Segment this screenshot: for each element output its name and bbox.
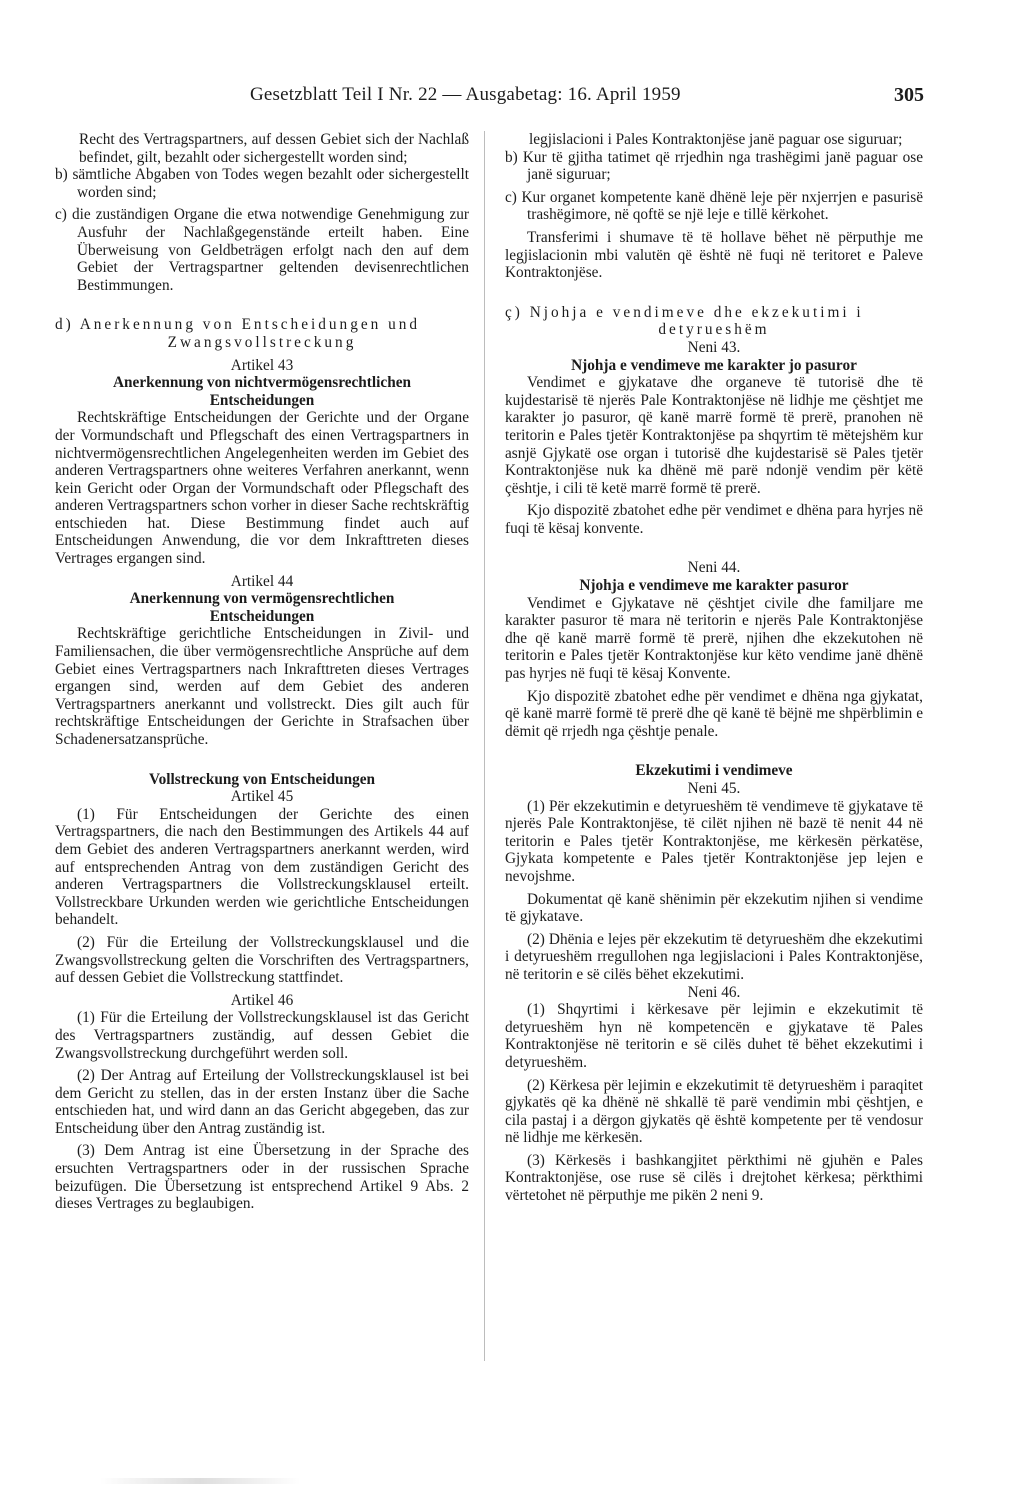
article-43-title: Anerkennung von nichtvermögensrechtlichen Entscheidungen: [112, 374, 411, 409]
article-45-paragraph-1: (1) Für Entscheidungen der Gerichte des einen Vertragspartners, die nach den Bestimmungen des Artikels 44 auf dem Gebiet des anderen Vertragspartners anerkannt werden, wird auf entsprechenden Antrag von dem zuständigen Gericht des anderen Vertragspartners die Vollstreckungsklausel erteilt. Vollstreckbare Urkunden werden wie gerichtliche Entscheidungen behandelt.: [55, 805, 469, 929]
neni-44-title: Njohja e vendimeve me karakter pasuror: [579, 577, 849, 595]
continuation-paragraph: Recht des Vertragspartners, auf dessen Gebiet sich der Nachlaß befindet, gilt, bezahlt oder sichergestellt worden sind;: [79, 131, 469, 166]
article-44-label: Artikel 44: [230, 572, 294, 590]
neni-46-paragraph-3: (3) Kërkesës i bashkangjitet përkthimi në gjuhën e Pales Kontraktonjëse, ose ruse së cilës i drejtohet kërkesa; përkthimi vërtetohet në përputhje me pikën 2 neni 9.: [505, 1151, 923, 1205]
section-d-heading: d) Anerkennung von Entscheidungen und: [55, 316, 421, 334]
neni-43-paragraph-1: Vendimet e gjykatave dhe organeve të tutorisë dhe të kujdestarisë të njerës Pale Kontraktonjëse në lidhje me çështjet me karakter jo pasuror, që kanë marrë formë të prerë, pranohen në teritorin e Pales tjetër Kontraktonjëse pa shqyrtim të mëtejshëm kur asnjë Gjykatë ose organ i tutorisë dhe kujdestarisë së Pales tjetër Kontraktonjëse nuk ka dhënë më parë ndonjë vendim për këtë çështje, i cili të ketë marrë formë të prerë.: [505, 374, 923, 497]
neni-44-label: Neni 44.: [687, 559, 741, 577]
article-43-text: Rechtskräftige Entscheidungen der Gerichte und der Organe der Vormundschaft und Pflegschaft des einen Vertragspartners in nichtvermögensrechtlichen Angelegenheiten werden im Gebiet des anderen Vertragspartners ohne weiteres Verfahren anerkannt, wenn kein Gericht oder Organ der Vormundschaft oder Pflegschaft des anderen Vertragspartners schon vorher in dieser Sache rechtskräftig entschieden hat. Diese Bestimmung findet auch auf Entscheidungen Anwendung, die vor dem Inkrafttreten dieses Vertrages ergangen sind.: [55, 409, 469, 568]
neni-46-paragraph-2: (2) Kërkesa për lejimin e ekzekutimit të detyrueshëm i paraqitet gjykatës që ka dhënë në shkallë të parë vendimin mbi çështjen, e cila pastaj i a dërgon gjykatës që është kompetente per të vendosur në lidhje me kërkesën.: [505, 1076, 923, 1147]
neni-43-title: Njohja e vendimeve me karakter jo pasuror: [571, 356, 857, 374]
article-45-paragraph-2: (2) Für die Erteilung der Vollstreckungsklausel und die Zwangsvollstreckung gelten die Vorschriften des Vertragspartners, auf dessen Gebiet die Vollstreckung stattfindet.: [55, 933, 469, 987]
right-column-albanian: [505, 131, 923, 1205]
column-divider: [484, 131, 485, 1361]
left-column-german: [55, 131, 469, 1213]
neni-45-label: Neni 45.: [687, 780, 741, 797]
neni-46-paragraph-1: (1) Shqyrtimi i kërkesave për lejimin e ekzekutimit të detyrueshëm hyn në kompetencën e gjykatave të Pales Kontraktonjëse në teritorin e së cilës duhet të bëhet ekzekutimi i detyrueshëm.: [505, 1001, 923, 1071]
article-46-label: Artikel 46: [230, 991, 294, 1009]
article-44-text: Rechtskräftige gerichtliche Entscheidungen in Zivil- und Familiensachen, die über vermögensrechtliche Ansprüche auf dem Gebiet eines Vertragspartners nach Inkrafttreten dieses Vertrages ergangen sind, werden auf dem Gebiet des anderen Vertragspartners anerkannt und vollstreckt. Dies gilt auch für rechtskräftige Entscheidungen der Gerichte in Strafsachen über Schadenersatzansprüche.: [55, 625, 469, 748]
continuation-paragraph: legjislacioni i Pales Kontraktonjëse janë paguar ose siguruar;: [529, 131, 903, 148]
section-c-heading: ç) Njohja e vendimeve dhe ekzekutimi i: [505, 303, 864, 321]
article-44-title: Anerkennung von vermögensrechtlichen Entscheidungen: [129, 590, 395, 625]
article-45-label: Artikel 45: [230, 788, 294, 806]
neni-45-paragraph-2: Dokumentat që kanë shënimin për ekzekutim njihen si vendime të gjykatave.: [505, 890, 923, 926]
neni-45-paragraph-1: (1) Për ekzekutimin e detyrueshëm të vendimeve të gjykatave të njerës Pale Kontraktonjëse, të cilët njihen në bazë të nenit 44 në teritorin e Pales tjetër Kontraktonjëse, me kërkesën përkatëse, Gjykata kompetente e Pales tjetër Kontraktonjëse jep lejen e nevojshme.: [505, 797, 923, 885]
neni-45-paragraph-3: (2) Dhënia e lejes për ekzekutim të detyrueshëm dhe ekzekutimi i detyrueshëm rregullohen nga legjislacioni i Pales Kontraktonjëse, në teritorin e së cilës bëhet ekzekutimi.: [505, 930, 923, 983]
article-46-paragraph-1: (1) Für die Erteilung der Vollstreckungsklausel ist das Gericht des Vertragspartners zuständig, auf dessen Gebiet die Zwangsvollstreckung durchgeführt werden soll.: [55, 1009, 469, 1062]
header-title: Gesetzblatt Teil I Nr. 22 — Ausgabetag: 16. April 1959: [250, 84, 681, 105]
page-number: 305: [894, 84, 924, 106]
list-item-b: b) Kur të gjitha tatimet që rrjedhin nga trashëgimi janë paguar ose janë siguruar;: [505, 148, 923, 184]
transfer-paragraph: Transferimi i shumave të të hollave bëhet në përputhje me legjislacionin mbi valutën që është në fuqi në teritoret e Paleve Kontraktonjëse.: [505, 228, 923, 282]
list-item-c: c) Kur organet kompetente kanë dhënë leje për nxjerrjen e pasurisë trashëgimore, në qoftë se një leje e tillë kërkohet.: [505, 188, 923, 224]
ekzekutimi-heading: Ekzekutimi i vendimeve: [635, 762, 793, 780]
article-46-paragraph-2: (2) Der Antrag auf Erteilung der Vollstreckungsklausel ist bei dem Gericht zu stellen, das in der ersten Instanz über die Sache entschieden hat, und wird dann an das Gericht abgegeben, das zur Entscheidung über den Antrag zuständig ist.: [55, 1067, 469, 1137]
scan-smudge: [100, 1478, 300, 1484]
vollstreckung-heading: Vollstreckung von Entscheidungen: [148, 770, 376, 788]
neni-44-paragraph-2: Kjo dispozitë zbatohet edhe për vendimet e dhëna nga gjykatat, që kanë marrë formë të prerë dhe që kanë të bëjnë me shpërblimin e dëmit që rrjedh nga çështje penale.: [505, 687, 923, 740]
article-46-paragraph-3: (3) Dem Antrag ist eine Übersetzung in der Sprache des ersuchten Vertragspartners oder in der russischen Sprache beizufügen. Die Übersetzung ist entsprechend Artikel 9 Abs. 2 dieses Vertrages zu beglaubigen.: [55, 1142, 469, 1213]
neni-44-paragraph-1: Vendimet e Gjykatave në çështjet civile dhe familjare me karakter pasuror të mara në teritorin e njerës Pale Kontraktonjëse dhe që kanë marrë formë të prerë, njihen dhe ekzekutohen në teritorin e Pales tjetër Kontraktonjëse kur këto vendime janë dhënë pas hyrjes në fuqi të kësaj Konvente.: [505, 594, 923, 683]
section-c-heading-line2: detyrueshëm: [658, 321, 770, 339]
list-item-c: c) die zuständigen Organe die etwa notwendige Genehmigung zur Ausfuhr der Nachlaßgegenstände erteilt haben. Eine Überweisung von Geldbeträgen erfolgt nach den auf dem Gebiet der Vertragspartner geltenden devisenrechtlichen Bestimmungen.: [55, 206, 469, 294]
neni-43-paragraph-2: Kjo dispozitë zbatohet edhe për vendimet e dhëna para hyrjes në fuqi të kësaj konvente.: [505, 502, 923, 537]
neni-43-label: Neni 43.: [687, 338, 741, 356]
page-header: [60, 84, 930, 110]
section-d-heading-line2: Zwangsvollstreckung: [167, 333, 357, 351]
list-item-b: b) sämtliche Abgaben von Todes wegen bezahlt oder sichergestellt worden sind;: [55, 166, 469, 201]
neni-46-label: Neni 46.: [687, 983, 741, 1001]
article-43-label: Artikel 43: [230, 356, 294, 374]
